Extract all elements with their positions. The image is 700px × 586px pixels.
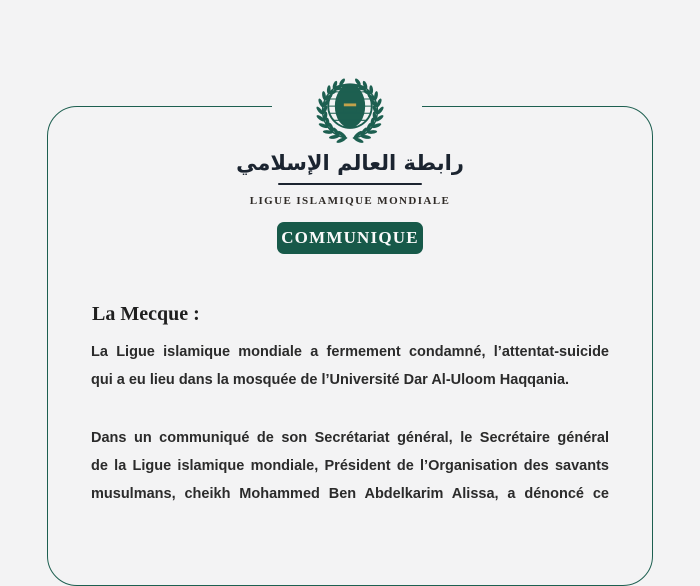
communique-badge-label: COMMUNIQUE [281,228,419,247]
paragraph-2 [91,424,609,508]
paragraph-1 [91,338,609,394]
paragraph-line: La Ligue islamique mondiale a fermement condamné, l’attentat-suicide [91,344,609,360]
paragraph-line: musulmans, cheikh Mohammed Ben Abdelkarim Alissa, a dénoncé ce [91,486,609,502]
paragraph-line: de la Ligue islamique mondiale, Président de l’Organisation des savants [91,458,609,474]
paragraph-line: qui a eu lieu dans la mosquée de l’Université Dar Al-Uloom Haqqania. [91,372,570,388]
mwl-logo [314,69,386,147]
paragraph-line: Dans un communiqué de son Secrétariat général, le Secrétaire général [91,430,609,446]
dateline: La Mecque : [92,303,200,325]
brand-latin-name: LIGUE ISLAMIQUE MONDIALE [249,195,451,207]
kaaba-icon [344,100,356,111]
communique-badge [277,222,423,254]
brand-arabic-name: رابطة العالم الإسلامي [236,151,464,175]
